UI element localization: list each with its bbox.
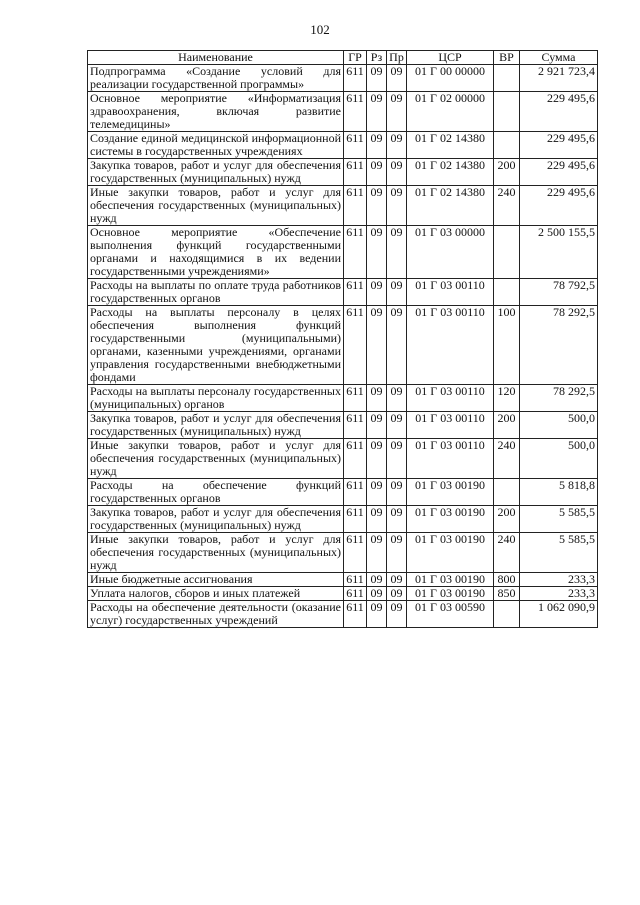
cell-name: Расходы на выплаты по оплате труда работников государственных органов xyxy=(88,279,344,306)
cell-csr: 01 Г 03 00190 xyxy=(407,587,494,601)
cell-rz: 09 xyxy=(367,385,387,412)
cell-vr xyxy=(494,279,520,306)
cell-gr: 611 xyxy=(344,439,367,479)
cell-pr: 09 xyxy=(387,601,407,628)
cell-gr: 611 xyxy=(344,159,367,186)
cell-gr: 611 xyxy=(344,226,367,279)
cell-vr xyxy=(494,132,520,159)
cell-csr: 01 Г 03 00190 xyxy=(407,479,494,506)
cell-csr: 01 Г 03 00190 xyxy=(407,506,494,533)
cell-gr: 611 xyxy=(344,65,367,92)
cell-vr xyxy=(494,601,520,628)
cell-rz: 09 xyxy=(367,186,387,226)
header-row xyxy=(88,51,598,65)
cell-sum: 229 495,6 xyxy=(520,132,598,159)
cell-name: Расходы на выплаты персоналу государственных (муниципальных) органов xyxy=(88,385,344,412)
table-row xyxy=(88,132,598,159)
cell-gr: 611 xyxy=(344,479,367,506)
cell-gr: 611 xyxy=(344,306,367,385)
cell-name: Иные бюджетные ассигнования xyxy=(88,573,344,587)
cell-pr: 09 xyxy=(387,506,407,533)
cell-pr: 09 xyxy=(387,573,407,587)
cell-name: Закупка товаров, работ и услуг для обеспечения государственных (муниципальных) нужд xyxy=(88,506,344,533)
cell-vr: 240 xyxy=(494,439,520,479)
cell-name: Иные закупки товаров, работ и услуг для обеспечения государственных (муниципальных) нужд xyxy=(88,186,344,226)
cell-rz: 09 xyxy=(367,92,387,132)
cell-csr: 01 Г 03 00000 xyxy=(407,226,494,279)
cell-csr: 01 Г 03 00590 xyxy=(407,601,494,628)
cell-gr: 611 xyxy=(344,533,367,573)
cell-sum: 2 921 723,4 xyxy=(520,65,598,92)
cell-rz: 09 xyxy=(367,159,387,186)
cell-rz: 09 xyxy=(367,533,387,573)
cell-rz: 09 xyxy=(367,279,387,306)
cell-vr: 100 xyxy=(494,306,520,385)
cell-name: Основное мероприятие «Информатизация здравоохранения, включая развитие телемедицины» xyxy=(88,92,344,132)
cell-sum: 500,0 xyxy=(520,412,598,439)
cell-rz: 09 xyxy=(367,573,387,587)
table-row xyxy=(88,92,598,132)
cell-vr: 800 xyxy=(494,573,520,587)
cell-pr: 09 xyxy=(387,412,407,439)
cell-rz: 09 xyxy=(367,601,387,628)
cell-rz: 09 xyxy=(367,132,387,159)
header-rz: Рз xyxy=(367,51,387,65)
cell-sum: 500,0 xyxy=(520,439,598,479)
cell-vr: 120 xyxy=(494,385,520,412)
cell-rz: 09 xyxy=(367,479,387,506)
table-row xyxy=(88,573,598,587)
cell-gr: 611 xyxy=(344,587,367,601)
cell-name: Иные закупки товаров, работ и услуг для обеспечения государственных (муниципальных) нужд xyxy=(88,439,344,479)
cell-vr: 200 xyxy=(494,506,520,533)
table-row xyxy=(88,439,598,479)
header-pr: Пр xyxy=(387,51,407,65)
cell-pr: 09 xyxy=(387,186,407,226)
cell-name: Закупка товаров, работ и услуг для обеспечения государственных (муниципальных) нужд xyxy=(88,412,344,439)
header-name: Наименование xyxy=(88,51,344,65)
table-row xyxy=(88,186,598,226)
cell-name: Расходы на обеспечение деятельности (оказание услуг) государственных учреждений xyxy=(88,601,344,628)
cell-vr xyxy=(494,226,520,279)
cell-gr: 611 xyxy=(344,279,367,306)
cell-name: Создание единой медицинской информационной системы в государственных учреждениях xyxy=(88,132,344,159)
cell-pr: 09 xyxy=(387,65,407,92)
cell-sum: 78 292,5 xyxy=(520,385,598,412)
table-row xyxy=(88,306,598,385)
cell-rz: 09 xyxy=(367,439,387,479)
cell-gr: 611 xyxy=(344,412,367,439)
cell-name: Закупка товаров, работ и услуг для обеспечения государственных (муниципальных) нужд xyxy=(88,159,344,186)
table-row xyxy=(88,587,598,601)
cell-csr: 01 Г 03 00110 xyxy=(407,306,494,385)
cell-csr: 01 Г 02 14380 xyxy=(407,186,494,226)
cell-csr: 01 Г 03 00190 xyxy=(407,533,494,573)
header-csr: ЦСР xyxy=(407,51,494,65)
table-row xyxy=(88,226,598,279)
table-row xyxy=(88,412,598,439)
cell-pr: 09 xyxy=(387,385,407,412)
cell-pr: 09 xyxy=(387,479,407,506)
cell-csr: 01 Г 03 00110 xyxy=(407,279,494,306)
cell-csr: 01 Г 02 14380 xyxy=(407,159,494,186)
cell-vr: 200 xyxy=(494,412,520,439)
cell-rz: 09 xyxy=(367,306,387,385)
cell-pr: 09 xyxy=(387,92,407,132)
cell-sum: 229 495,6 xyxy=(520,159,598,186)
cell-csr: 01 Г 03 00110 xyxy=(407,439,494,479)
cell-sum: 78 792,5 xyxy=(520,279,598,306)
header-vr: ВР xyxy=(494,51,520,65)
cell-pr: 09 xyxy=(387,226,407,279)
cell-gr: 611 xyxy=(344,573,367,587)
table-body xyxy=(88,65,598,628)
cell-name: Подпрограмма «Создание условий для реализации государственной программы» xyxy=(88,65,344,92)
cell-csr: 01 Г 00 00000 xyxy=(407,65,494,92)
cell-csr: 01 Г 02 14380 xyxy=(407,132,494,159)
cell-sum: 5 585,5 xyxy=(520,506,598,533)
cell-sum: 233,3 xyxy=(520,587,598,601)
cell-sum: 78 292,5 xyxy=(520,306,598,385)
cell-vr xyxy=(494,65,520,92)
cell-name: Расходы на обеспечение функций государственных органов xyxy=(88,479,344,506)
cell-csr: 01 Г 03 00110 xyxy=(407,412,494,439)
table-header xyxy=(88,51,598,65)
cell-gr: 611 xyxy=(344,506,367,533)
cell-rz: 09 xyxy=(367,506,387,533)
table-row xyxy=(88,479,598,506)
cell-sum: 1 062 090,9 xyxy=(520,601,598,628)
page-number: 102 xyxy=(310,22,330,37)
header-sum: Сумма xyxy=(520,51,598,65)
cell-csr: 01 Г 03 00110 xyxy=(407,385,494,412)
cell-sum: 233,3 xyxy=(520,573,598,587)
cell-gr: 611 xyxy=(344,385,367,412)
cell-pr: 09 xyxy=(387,279,407,306)
cell-gr: 611 xyxy=(344,186,367,226)
cell-rz: 09 xyxy=(367,587,387,601)
cell-gr: 611 xyxy=(344,92,367,132)
cell-pr: 09 xyxy=(387,159,407,186)
table-row xyxy=(88,506,598,533)
cell-vr xyxy=(494,92,520,132)
cell-name: Расходы на выплаты персоналу в целях обеспечения выполнения функций государственными (муниципальными) органами, казенными учреждениями, органами управления государственными внебюджетными фондами xyxy=(88,306,344,385)
table-row xyxy=(88,65,598,92)
table-row xyxy=(88,159,598,186)
cell-rz: 09 xyxy=(367,226,387,279)
cell-name: Основное мероприятие «Обеспечение выполнения функций государственными органами и находящимися в их ведении государственными учреждениями» xyxy=(88,226,344,279)
cell-sum: 5 585,5 xyxy=(520,533,598,573)
cell-vr xyxy=(494,479,520,506)
budget-table xyxy=(87,50,598,628)
cell-csr: 01 Г 02 00000 xyxy=(407,92,494,132)
cell-rz: 09 xyxy=(367,65,387,92)
table-row xyxy=(88,385,598,412)
cell-sum: 229 495,6 xyxy=(520,92,598,132)
cell-pr: 09 xyxy=(387,439,407,479)
table-row xyxy=(88,279,598,306)
cell-vr: 240 xyxy=(494,186,520,226)
cell-vr: 240 xyxy=(494,533,520,573)
cell-name: Уплата налогов, сборов и иных платежей xyxy=(88,587,344,601)
cell-sum: 2 500 155,5 xyxy=(520,226,598,279)
table-row xyxy=(88,601,598,628)
cell-rz: 09 xyxy=(367,412,387,439)
cell-sum: 229 495,6 xyxy=(520,186,598,226)
cell-vr: 850 xyxy=(494,587,520,601)
cell-gr: 611 xyxy=(344,601,367,628)
cell-gr: 611 xyxy=(344,132,367,159)
cell-pr: 09 xyxy=(387,132,407,159)
table-row xyxy=(88,533,598,573)
cell-pr: 09 xyxy=(387,587,407,601)
header-gr: ГР xyxy=(344,51,367,65)
cell-vr: 200 xyxy=(494,159,520,186)
cell-name: Иные закупки товаров, работ и услуг для обеспечения государственных (муниципальных) нужд xyxy=(88,533,344,573)
cell-csr: 01 Г 03 00190 xyxy=(407,573,494,587)
cell-pr: 09 xyxy=(387,306,407,385)
cell-sum: 5 818,8 xyxy=(520,479,598,506)
cell-pr: 09 xyxy=(387,533,407,573)
